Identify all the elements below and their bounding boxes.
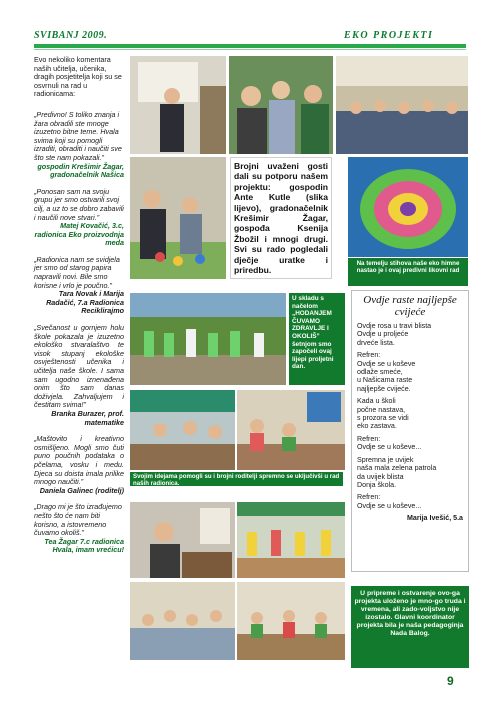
- photo-artwork: [348, 157, 468, 257]
- comments-column: [34, 56, 124, 563]
- photo-workshop-kids: [237, 390, 345, 470]
- quote-author: gospodin Krešimir Žagar, gradonačelnik Našica: [37, 161, 124, 180]
- photo-class-group: [130, 582, 235, 660]
- poem-stanza: Spremna je uvijek naša mala zelena patrola da uvijek blista Donja škola.: [357, 455, 437, 489]
- photo-exhibition: [130, 157, 226, 279]
- quote-text: „Maštovito i kreativno osmišljeno. Mogli smo čuti puno poučnih podataka o pčelama, vosku i medu. Djeca su doista imala prilike mnogo naučiti.”: [34, 434, 124, 487]
- photo-students-table: [237, 582, 345, 660]
- header-rule-thin: [34, 49, 466, 50]
- photo-walk: [130, 293, 286, 385]
- comments-intro: Evo nekoliko komentara naših učitelja, učenika, dragih posjetitelja koji su se osvrnuli na rad u radionicama:: [34, 55, 122, 99]
- quote-text: „Radionica nam se svidjela jer smo od starog papira napravili novi. Bile smo korisne i vrlo je poučno.”: [34, 254, 120, 290]
- photo-guests: [229, 56, 333, 154]
- issue-date: SVIBANJ 2009.: [34, 30, 108, 41]
- poem-stanza: Refren: Ovdje se u koševe...: [357, 493, 422, 510]
- quote-author: Daniela Galinec (roditelj): [39, 485, 124, 495]
- quote-text: „Drago mi je što izrađujemo nešto što će nam biti korisno, a istovremeno čuvamo okoliš.”: [34, 502, 122, 538]
- page-number: 9: [447, 674, 454, 688]
- photo-workshop-parents: [130, 390, 235, 470]
- photo-audience: [336, 56, 468, 154]
- caption-project-coordinator: U pripreme i ostvarenje ovo-ga projekta uloženo je mno-go truda i vremena, ali zado-voljstvo nije izostalo. Glavni koordinator projekta bila je naša pedagoginja Nada Balog.: [351, 586, 469, 668]
- poem-stanza: Refren: Ovdje se u koševe odlaže smeće, u Našicama raste najljepše cvijeće.: [357, 351, 416, 393]
- quote-author: Branka Burazer, prof. matematike: [51, 408, 124, 427]
- photo-kids-activity: [237, 502, 345, 578]
- poem-stanza: Refren: Ovdje se u koševe...: [357, 434, 422, 452]
- quote-text: „Predivno! S toliko znanja i žara obradili ste mnoge izuzetno bitne teme. Hvala svima koji su pomogli izraditi, obraditi i naučiti sve što ste nam pokazali.”: [34, 109, 122, 162]
- poem-author: Marija Ivešić, 5.a: [407, 514, 463, 523]
- photo-parent-volunteer: [130, 502, 235, 578]
- header-rule: [34, 44, 466, 48]
- caption-guests: Brojni uvaženi gosti dali su potporu našem projektu: gospodin Ante Kutle (slika lijevo), gradonačelnik Krešimir Žagar, gospođa Ksenija Žbožil i mnogi drugi. Svi su rado pogledali dječje uratke i priredbu.: [230, 157, 332, 279]
- quote-text: „Svečanost u gornjem holu škole pokazala je izuzetno ekološko stvaralaštvo te visok stupanj ekološke osvještenosti učenika i učitelja naše škole. I sama sam ugodno iznenađena onim što sam danas doživjela. Zahvaljujem i čestitam svima!”: [34, 323, 124, 410]
- quote-author: Matej Kovačić, 3.c, radionica Eko proizvodnja meda: [34, 221, 124, 248]
- section-title: EKO PROJEKTI: [344, 30, 434, 41]
- quote-author: Tea Žagar 7.c radionica Hvala, imam vrećicu!: [44, 536, 124, 555]
- quote-author: Tara Novak i Marija Radačić, 7.a Radionica Reciklirajmo: [46, 289, 124, 316]
- poem-box: [351, 290, 469, 572]
- caption-artwork: Na temelju stihova naše eko himne nastao je i ovaj predivni likovni rad: [348, 258, 468, 286]
- caption-parents-help: Svojim idejama pomogli su i brojni roditelji spremno se uključivši u rad naših radionica.: [130, 472, 343, 486]
- poem-stanza: Ovdje rosa u travi blista Ovdje u proljeće drveće lista.: [357, 322, 432, 347]
- poem-title: Ovdje raste najljepše cvijeće: [363, 294, 457, 318]
- quote-text: „Ponosan sam na svoju grupu jer smo ostvarili svoj cilj, a uz to se dobro zabavili i naučili nove stvari.”: [34, 186, 124, 222]
- poem-stanza: Kada u školi počne nastava, s prozora se vidi eko zastava.: [357, 397, 409, 431]
- photo-speaker: [130, 56, 226, 154]
- caption-walk: U skladu s načelom „HODANJEM ČUVAMO ZDRAVLJE I OKOLIŠ” šetnjom smo započeli ovaj lijepi proljetni dan.: [289, 293, 345, 385]
